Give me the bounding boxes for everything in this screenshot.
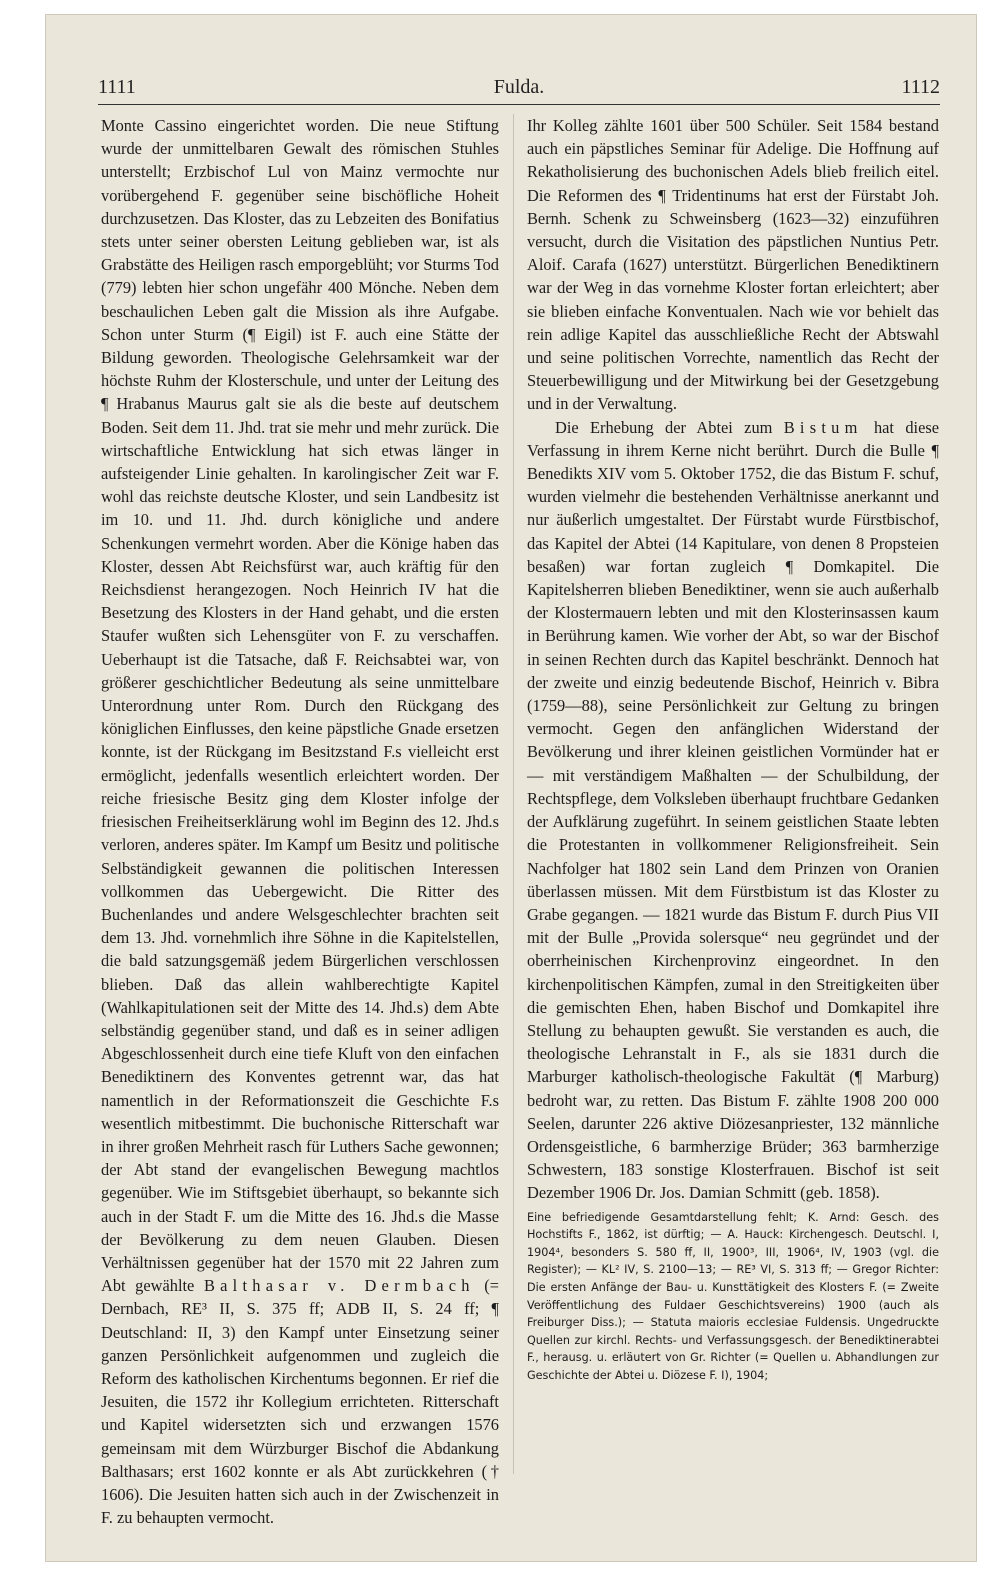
text-block: Die Erhebung der Abtei zum <box>555 417 773 437</box>
text-block: (= Dernbach, RE³ II, S. 375 ff; ADB II, S. 24 ff; ¶ Deutschland: II, 3) den Kampf unter Einsetzung seiner ganzen Persönlichkeit aufgenommen und zugleich die Reform des katholischen Kirchentums begonnen. Er rief die Jesuiten, die 1572 ihr Kollegium errichteten. Ritterschaft und Kapitel widersetzten sich und erzwangen 1576 gemeinsam mit dem Würzburger Bischof die Abdankung Balthasars; erst 1602 konnte er als Abt zurückkehren († 1606). Die Jesuiten hatten sich auch in der Zwischenzeit in F. zu behaupten vermocht. <box>101 1276 499 1528</box>
text-block: hat diese Verfassung in ihrem Kerne nicht berührt. Durch die Bulle ¶ Benedikts XIV vom 5. Oktober 1752, die das Bistum F. schuf, wurden vielmehr die bestehenden Verhältnisse anerkannt und nur äußerlich umgestaltet. Der Fürstabt wurde Fürstbischof, das Kapitel der Abtei (14 Kapitulare, von denen 8 Propsteien besaßen) war fortan zugleich ¶ Domkapitel. Die Kapitelsherren blieben Benediktiner, wenn sie auch außerhalb der Klostermauern lebten und mit den Klosterinsassen kaum in Berührung kamen. Wie vorher der Abt, so war der Bischof in seinen Rechten durch das Kapitel beschränkt. Dennoch hat der zweite und einzig bedeutende Bischof, Heinrich v. Bibra (1759—88), seine Persönlichkeit zur Geltung zu bringen vermocht. Gegen den anfänglichen Widerstand der Bevölkerung und ihrer kleinen geistlichen Vormünder hat er — mit verständigem Maßhalten — der Schulbildung, der Rechtspflege, dem Volksleben überhaupt fruchtbare Gedanken der Aufklärung zugeführt. In seinem geistlichen Staate lebten die Protestanten in vollkommener Religionsfreiheit. Sein Nachfolger hat 1802 sein Land dem Prinzen von Oranien überlassen müssen. Mit dem Fürstbistum ist das Kloster zu Grabe gegangen. — 1821 wurde das Bistum F. durch Pius VII mit der Bulle „Provida solersque“ neu gegründet und der oberrheinischen Kirchenprovinz eingeordnet. In den kirchenpolitischen Kämpfen, zumal in den Streitigkeiten über die gemischten Ehen, haben Bischof und Domkapitel ihre Stellung zu behaupten gewußt. Sie verstanden es auch, die theologische Lehranstalt in F., als sie 1831 durch die Marburger katholisch-theologische Fakultät (¶ Marburg) bedroht war, zu retten. Das Bistum F. zählte 1908 200 000 Seelen, darunter 226 aktive Diözesanpriester, 132 männliche Ordensgeistliche, 6 barmherzige Brüder; 363 barmherzige Schwestern, 183 sonstige Klosterfrauen. Bischof ist seit Dezember 1906 Dr. Jos. Damian Schmitt (geb. 1858). <box>527 417 939 1203</box>
column-gutter <box>513 114 514 1474</box>
paragraph <box>527 416 939 1205</box>
page-header <box>98 72 940 106</box>
bibliography: Eine befriedigende Gesamtdarstellung fehlt; K. Arnd: Gesch. des Hochstifts F., 1862, ist dürftig; — A. Hauck: Kirchengesch. Deutschl. I, 1904⁴, besonders S. 580 ff, II, 1900³, III, 1906⁴, IV, 1903 (vgl. die Register); — KL² IV, S. 2100—13; — RE³ VI, S. 313 ff; — Gregor Richter: Die ersten Anfänge der Bau- u. Kunsttätigkeit des Klosters F. (= Zweite Veröffentlichung des Fuldaer Geschichtsvereins) 1900 (auch als Freiburger Diss.); — Statuta maioris ecclesiae Fuldensis. Ungedruckte Quellen zur kirchl. Rechts- und Verfassungsgesch. der Benediktinerabtei F., herausg. u. erläutert von Gr. Richter (= Quellen u. Abhandlungen zur Geschichte der Abtei u. Diözese F. I), 1904; <box>527 1210 939 1382</box>
spaced-name: Balthasar v. Dermbach <box>203 1276 475 1296</box>
header-rule <box>98 104 940 105</box>
paragraph: Ihr Kolleg zählte 1601 über 500 Schüler. Seit 1584 bestand auch ein päpstliches Seminar für Adelige. Die Hoffnung auf Rekatholisierung des buchonischen Adels blieb freilich eitel. Die Reformen des ¶ Tridentinums hat erst der Fürstabt Joh. Bernh. Schenk zu Schweinsberg (1623—32) einzuführen versucht, durch die Visitation des päpstlichen Nuntius Petr. Aloif. Carafa (1627) unterstützt. Bürgerlichen Benediktinern war der Weg in das vornehme Kloster fortan erleichtert; aber sie blieben einfache Konventualen. Nach wie vor behielt das rein adlige Kapitel das ausschließliche Recht der Abtswahl und seine politischen Vorrechte, namentlich das Recht der Steuerbewilligung und der Mitwirkung bei der Gesetzgebung und in der Verwaltung. <box>527 116 939 414</box>
left-column <box>101 114 499 1529</box>
running-title: Fulda. <box>493 76 545 98</box>
page-number-right: 1112 <box>901 76 940 98</box>
left-column-body <box>101 114 499 1529</box>
right-column <box>527 114 939 1384</box>
text-block: Monte Cassino eingerichtet worden. Die neue Stiftung wurde der unmittelbaren Gewalt des römischen Stuhles unterstellt; Erzbischof Lul von Mainz vermochte nur vorübergehend F. gegenüber seine bischöfliche Hoheit durchzusetzen. Das Kloster, das zu Lebzeiten des Bonifatius stets unter seiner obersten Leitung geblieben war, ist als Grabstätte des Heiligen rasch emporgeblüht; vor Sturms Tod (779) lebten hier schon ungefähr 400 Mönche. Neben dem beschaulichen Leben galt die Mission als ihre Aufgabe. Schon unter Sturm (¶ Eigil) ist F. auch eine Stätte der Bildung geworden. Theologische Gelehrsamkeit war der höchste Ruhm der Klosterschule, und unter der Leitung des ¶ Hrabanus Maurus galt sie als die beste auf deutschem Boden. Seit dem 11. Jhd. trat sie mehr und mehr zurück. Die wirtschaftliche Entwicklung hat sich etwas länger in aufsteigender Linie gehalten. In karolingischer Zeit war F. wohl das reichste deutsche Kloster, und sein Landbesitz ist im 10. und 11. Jhd. durch königliche und andere Schenkungen vermehrt worden. Aber die Könige haben das Kloster, dessen Abt Reichsfürst war, auch kräftig für den Reichsdienst herangezogen. Noch Heinrich IV hat die Besetzung des Klosters in der Hand gehabt, und die ersten Staufer wußten sich Lehensgüter von F. zu verschaffen. Ueberhaupt ist die Tatsache, daß F. Reichsabtei war, von größerer geschichtlicher Bedeutung als seine unmittelbare Unterordnung unter Rom. Durch den Rückgang des königlichen Einflusses, den keine päpstliche Gnade ersetzen konnte, ist der Rückgang im Besitzstand F.s vielleicht erst ermöglicht, jedenfalls wesentlich erleichtert worden. Der reiche friesische Besitz ging dem Kloster infolge der friesischen Freiheitserklärung wohl im Beginn des 12. Jhd.s verloren, anderes später. Im Kampf um Besitz und politische Selbständigkeit gewannen die politischen Interessen vollkommen das Uebergewicht. Die Ritter des Buchenlandes und andere Welsgeschlechter brachten seit dem 13. Jhd. vornehmlich ihre Söhne in die Kapitelstellen, die bald satzungsgemäß jedem Bürgerlichen verschlossen blieben. Daß das allein wahlberechtigte Kapitel (Wahlkapitulationen seit der Mitte des 14. Jhd.s) dem Abte selbständig gegenüber stand, und daß es in seiner adligen Abgeschlossenheit durch eine tiefe Kluft von den einfachen Benediktinern des Konventes getrennt war, das hat namentlich in der Reformationszeit die Geschichte F.s wesentlich mitbestimmt. Die buchonische Ritterschaft war in ihrer großen Mehrheit rasch für Luthers Sache gewonnen; der Abt stand der evangelischen Bewegung machtlos gegenüber. Wie im Stiftsgebiet überhaupt, so bekannte sich auch in der Stadt F. um die Mitte des 16. Jhd.s die Masse der Bevölkerung zu dem neuen Glauben. Diesen Verhältnissen gegenüber hat der 1570 mit 22 Jahren zum Abt gewählte <box>101 116 499 1296</box>
page-number-left: 1111 <box>98 76 136 98</box>
spaced-term: Bistum <box>783 417 863 437</box>
